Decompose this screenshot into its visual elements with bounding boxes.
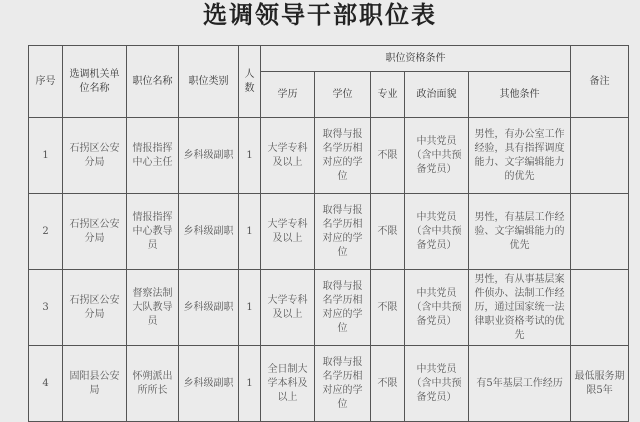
table-row xyxy=(29,270,629,346)
header-degree: 学位 xyxy=(315,72,371,118)
header-other: 其他条件 xyxy=(469,72,571,118)
cell-degree: 取得与报名学历相对应的学位 xyxy=(315,194,371,270)
cell-degree: 取得与报名学历相对应的学位 xyxy=(315,346,371,422)
cell-major: 不限 xyxy=(371,194,405,270)
document-title: 选调领导干部职位表 xyxy=(203,0,437,29)
header-row-top xyxy=(29,46,629,72)
cell-category: 乡科级副职 xyxy=(179,270,239,346)
cell-position: 督察法制大队教导员 xyxy=(127,270,179,346)
header-remarks: 备注 xyxy=(571,46,629,118)
cell-count: 1 xyxy=(239,346,261,422)
cell-political: 中共党员（含中共预备党员） xyxy=(405,194,469,270)
cell-position: 怀朔派出所所长 xyxy=(127,346,179,422)
cell-remarks xyxy=(571,118,629,194)
cell-count: 1 xyxy=(239,270,261,346)
cell-political: 中共党员（含中共预备党员） xyxy=(405,270,469,346)
cell-degree: 取得与报名学历相对应的学位 xyxy=(315,118,371,194)
cell-major: 不限 xyxy=(371,118,405,194)
cell-seq: 1 xyxy=(29,118,63,194)
cell-other: 有5年基层工作经历 xyxy=(469,346,571,422)
cell-degree: 取得与报名学历相对应的学位 xyxy=(315,270,371,346)
cell-remarks xyxy=(571,270,629,346)
header-qualifications: 职位资格条件 xyxy=(261,46,571,72)
header-count: 人数 xyxy=(239,46,261,118)
header-education: 学历 xyxy=(261,72,315,118)
cell-other: 男性，有办公室工作经验，具有指挥调度能力、文字编辑能力的优先 xyxy=(469,118,571,194)
cell-other: 男性，有基层工作经验、文字编辑能力的优先 xyxy=(469,194,571,270)
cell-unit: 固阳县公安局 xyxy=(63,346,127,422)
cell-major: 不限 xyxy=(371,346,405,422)
cell-seq: 3 xyxy=(29,270,63,346)
table-row xyxy=(29,194,629,270)
table-row xyxy=(29,118,629,194)
cell-remarks xyxy=(571,194,629,270)
table-row xyxy=(29,346,629,422)
cell-unit: 石拐区公安分局 xyxy=(63,118,127,194)
cell-education: 全日制大学本科及以上 xyxy=(261,346,315,422)
cell-education: 大学专科及以上 xyxy=(261,194,315,270)
cell-category: 乡科级副职 xyxy=(179,194,239,270)
cell-political: 中共党员（含中共预备党员） xyxy=(405,118,469,194)
cell-other: 男性，有从事基层案件侦办、法制工作经历，通过国家统一法律职业资格考试的优先 xyxy=(469,270,571,346)
cell-position: 情报指挥中心主任 xyxy=(127,118,179,194)
cell-education: 大学专科及以上 xyxy=(261,270,315,346)
cell-remarks: 最低服务期限5年 xyxy=(571,346,629,422)
position-table xyxy=(28,45,629,422)
header-category: 职位类别 xyxy=(179,46,239,118)
header-position: 职位名称 xyxy=(127,46,179,118)
cell-count: 1 xyxy=(239,194,261,270)
cell-seq: 4 xyxy=(29,346,63,422)
cell-unit: 石拐区公安分局 xyxy=(63,270,127,346)
header-political: 政治面貌 xyxy=(405,72,469,118)
cell-position: 情报指挥中心教导员 xyxy=(127,194,179,270)
cell-education: 大学专科及以上 xyxy=(261,118,315,194)
cell-unit: 石拐区公安分局 xyxy=(63,194,127,270)
cell-category: 乡科级副职 xyxy=(179,118,239,194)
header-unit: 选调机关单位名称 xyxy=(63,46,127,118)
cell-category: 乡科级副职 xyxy=(179,346,239,422)
cell-seq: 2 xyxy=(29,194,63,270)
cell-political: 中共党员（含中共预备党员） xyxy=(405,346,469,422)
header-major: 专业 xyxy=(371,72,405,118)
cell-major: 不限 xyxy=(371,270,405,346)
cell-count: 1 xyxy=(239,118,261,194)
header-seq: 序号 xyxy=(29,46,63,118)
